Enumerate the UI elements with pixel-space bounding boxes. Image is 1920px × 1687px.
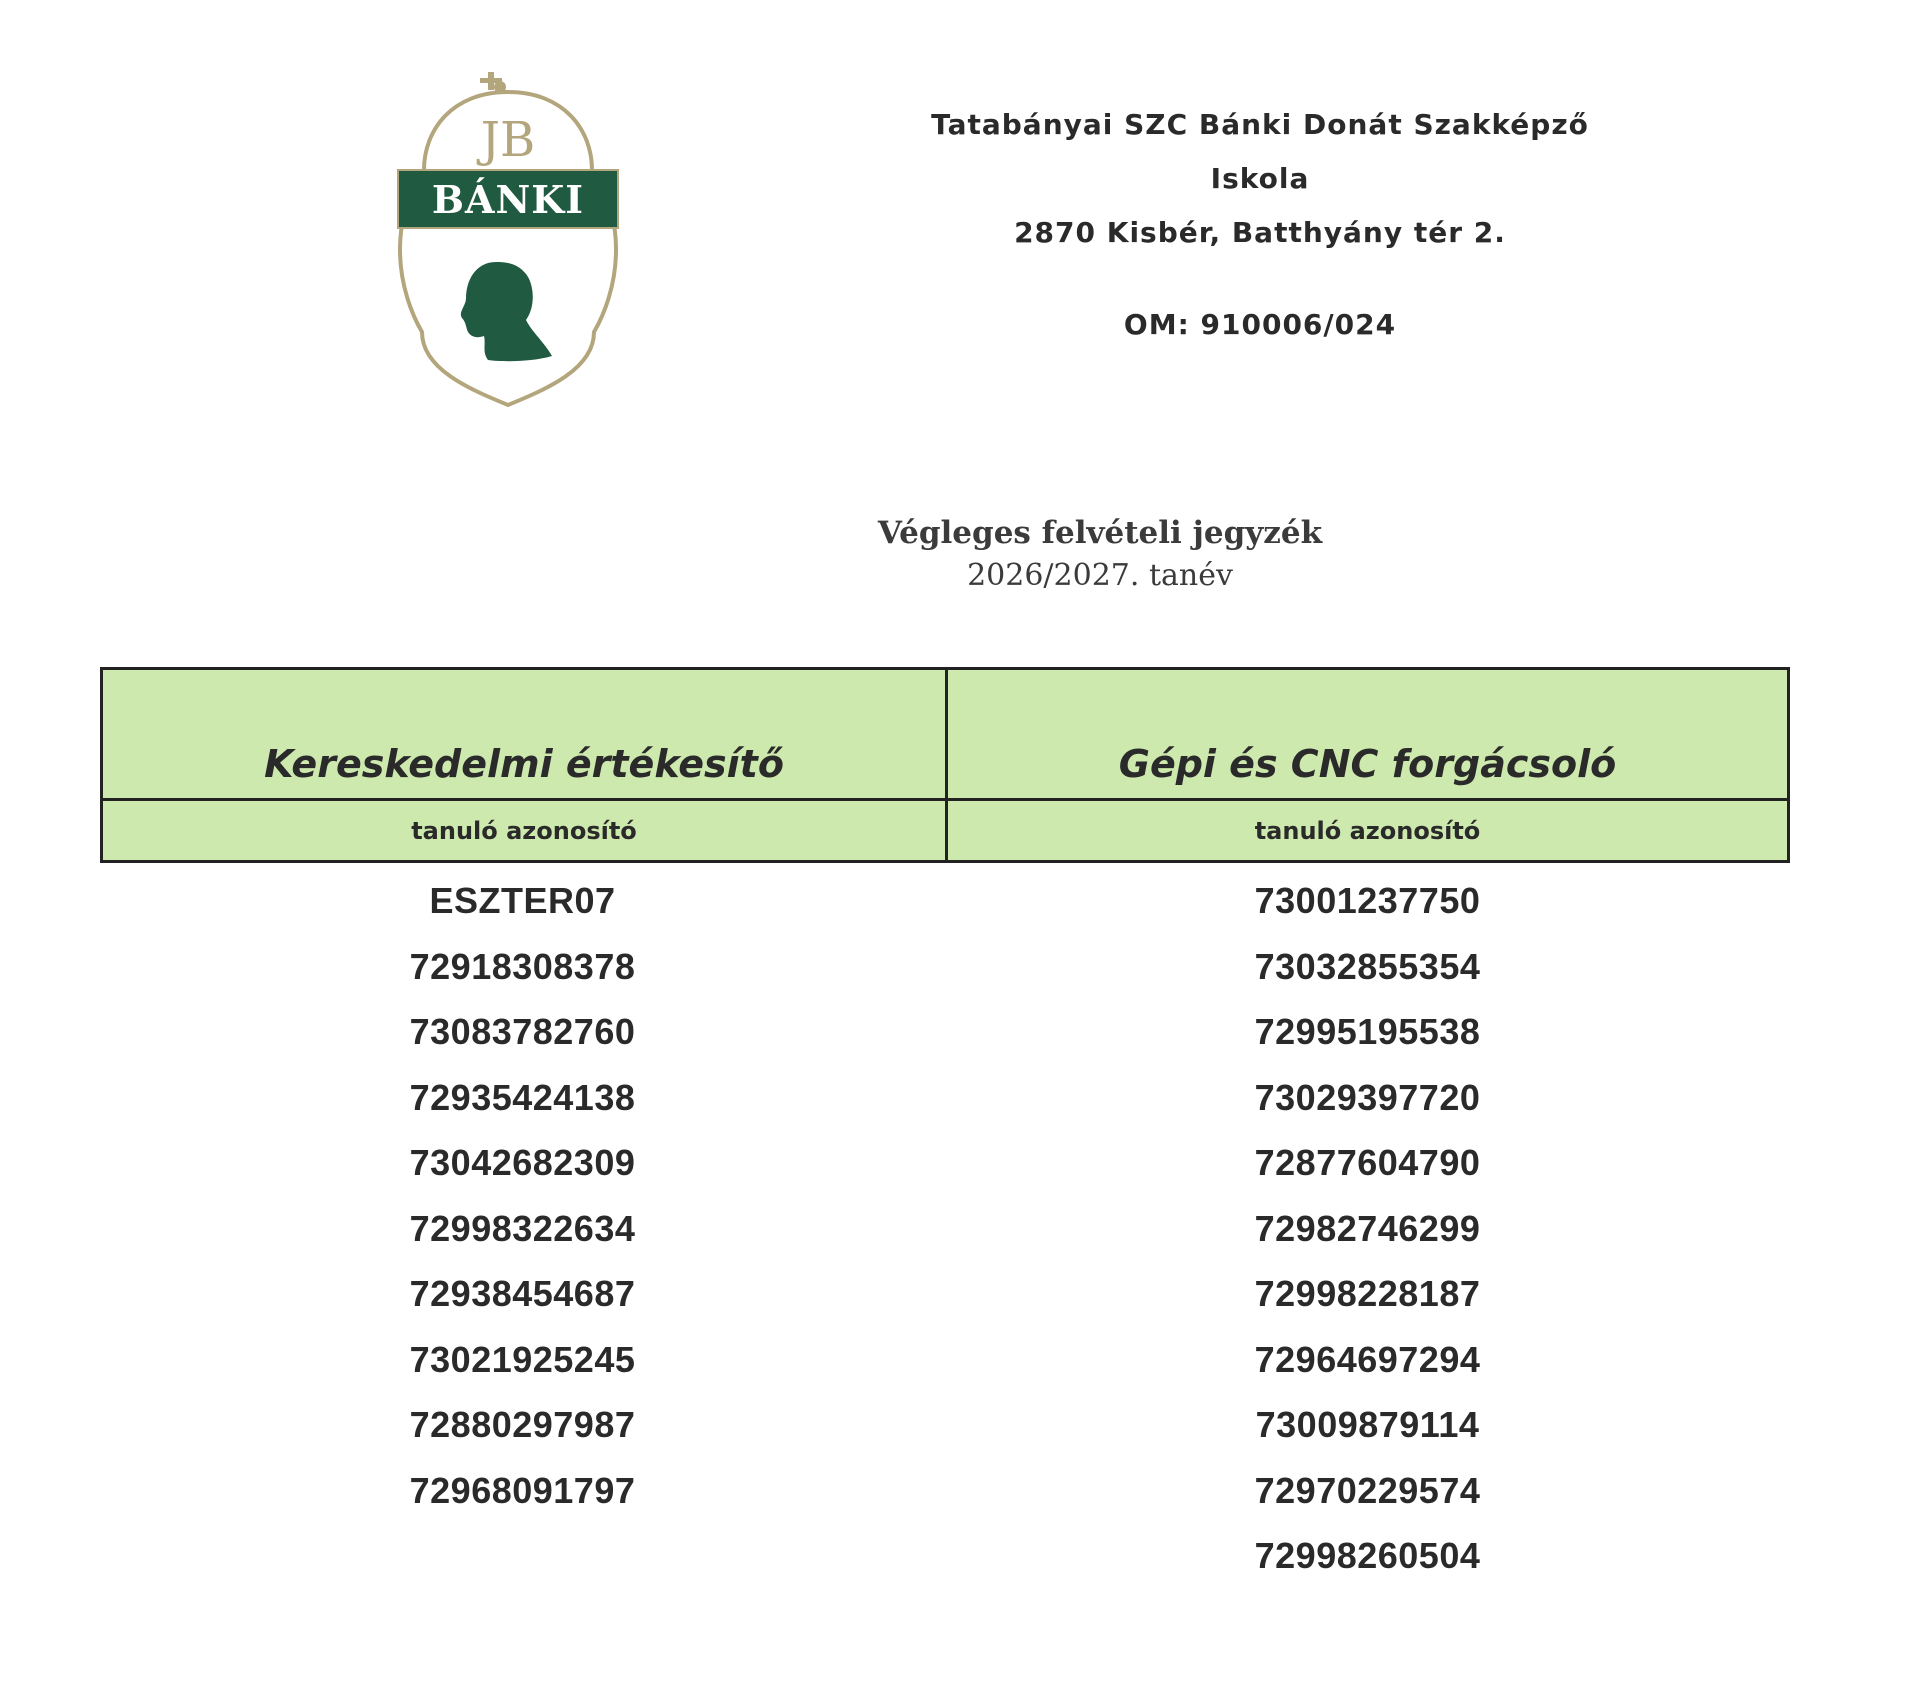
student-id: 72970229574: [1254, 1469, 1481, 1511]
program-title-kereskedelmi: Kereskedelmi értékesítő: [264, 742, 784, 786]
student-id: 73042682309: [409, 1142, 636, 1183]
subheader-cell: [948, 801, 1787, 860]
student-id: 73032855354: [1254, 945, 1481, 987]
program-title-cnc: Gépi és CNC forgácsoló: [1118, 742, 1617, 786]
student-id: 72998260504: [1254, 1535, 1481, 1576]
student-id: 73029397720: [1254, 1076, 1481, 1118]
column-subheader: tanuló azonosító: [1254, 816, 1481, 845]
subheader-cell: [103, 801, 948, 860]
school-header: [900, 98, 1620, 341]
student-id: 72880297987: [409, 1404, 636, 1445]
school-om: OM: 910006/024: [1123, 308, 1397, 341]
student-id-list-kereskedelmi: [100, 868, 945, 1523]
document-title: Végleges felvételi jegyzék: [877, 515, 1323, 551]
logo-monogram: JB: [480, 112, 536, 168]
admission-table-header: [100, 667, 1790, 863]
student-id: 72995195538: [1254, 1011, 1481, 1052]
student-id: 72938454687: [409, 1273, 636, 1314]
academic-year: 2026/2027. tanév: [967, 558, 1233, 593]
logo-name: BÁNKI: [431, 177, 585, 222]
student-id: 72968091797: [409, 1469, 636, 1511]
student-id: 73021925245: [409, 1338, 636, 1380]
school-name: Tatabányai SZC Bánki Donát Szakképző Iskola: [931, 108, 1589, 195]
cross-icon: [480, 72, 506, 93]
student-id: 72877604790: [1254, 1142, 1481, 1183]
school-logo: [392, 70, 624, 415]
column-subheader: tanuló azonosító: [411, 816, 637, 845]
student-id: 72964697294: [1254, 1338, 1481, 1380]
student-id: 73001237750: [1254, 880, 1481, 921]
student-id: 73009879114: [1255, 1404, 1480, 1445]
student-id: 72918308378: [409, 945, 636, 987]
program-header-cell: [103, 670, 948, 801]
document-title-block: [700, 510, 1500, 596]
student-id: 72982746299: [1254, 1207, 1481, 1249]
student-id: 72935424138: [409, 1076, 636, 1118]
school-address: 2870 Kisbér, Batthyány tér 2.: [1014, 216, 1506, 249]
student-id-list-cnc: [945, 868, 1790, 1589]
student-id: 72998228187: [1254, 1273, 1481, 1314]
student-id: 72998322634: [409, 1207, 636, 1249]
student-id: ESZTER07: [429, 880, 616, 921]
student-id: 73083782760: [409, 1011, 636, 1052]
program-header-cell: [948, 670, 1787, 801]
